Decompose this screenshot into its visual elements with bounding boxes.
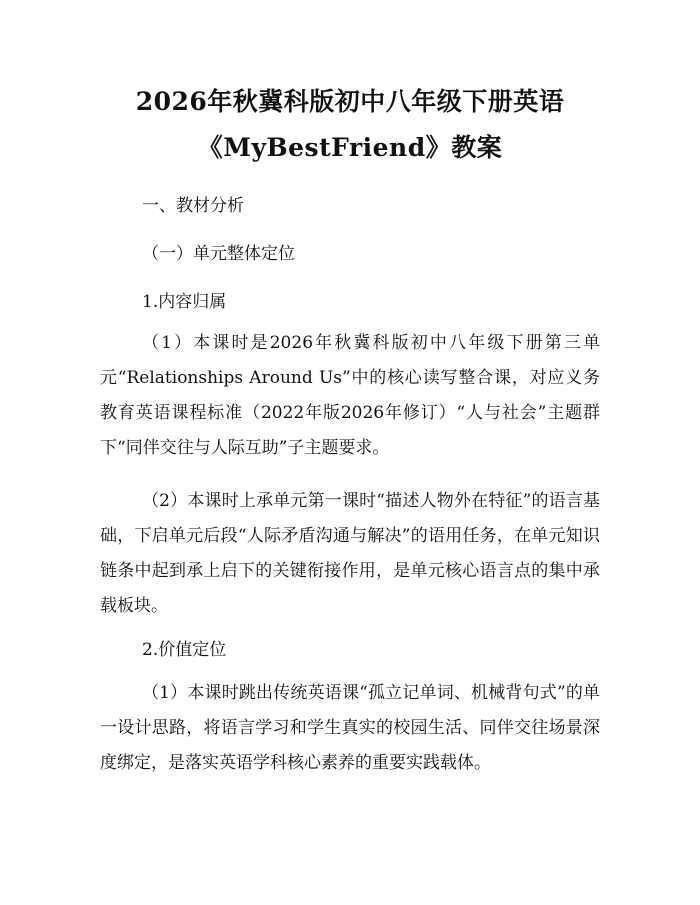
section-heading-textbook-analysis: 一、教材分析 [142,196,244,216]
item-heading-value: 2.价值定位 [142,640,227,660]
paragraph-content-1: （1）本课时是2026年秋冀科版初中八年级下册第三单元“Relationships Around Us”中的核心读写整合课，对应义务教育英语课程标准（2022年版2026年修订）“人与社会”主题群下“同伴交往与人际互助”子主题要求。 [100,333,600,458]
item-heading-content: 1.内容归属 [142,292,227,312]
document-title-line2: 《MyBestFriend》教案 [197,133,503,162]
paragraph-value-1: （1）本课时跳出传统英语课“孤立记单词、机械背句式”的单一设计思路，将语言学习和学生真实的校园生活、同伴交往场景深度绑定，是落实英语学科核心素养的重要实践载体。 [100,683,600,773]
document-title-line1: 2026年秋冀科版初中八年级下册英语 [135,87,565,116]
subsection-heading-unit-positioning: （一）单元整体定位 [142,244,295,264]
paragraph-content-2: （2）本课时上承单元第一课时“描述人物外在特征”的语言基础，下启单元后段“人际矛盾沟通与解决”的语用任务，在单元知识链条中起到承上启下的关键衔接作用，是单元核心语言点的集中承载板块。 [100,491,600,616]
